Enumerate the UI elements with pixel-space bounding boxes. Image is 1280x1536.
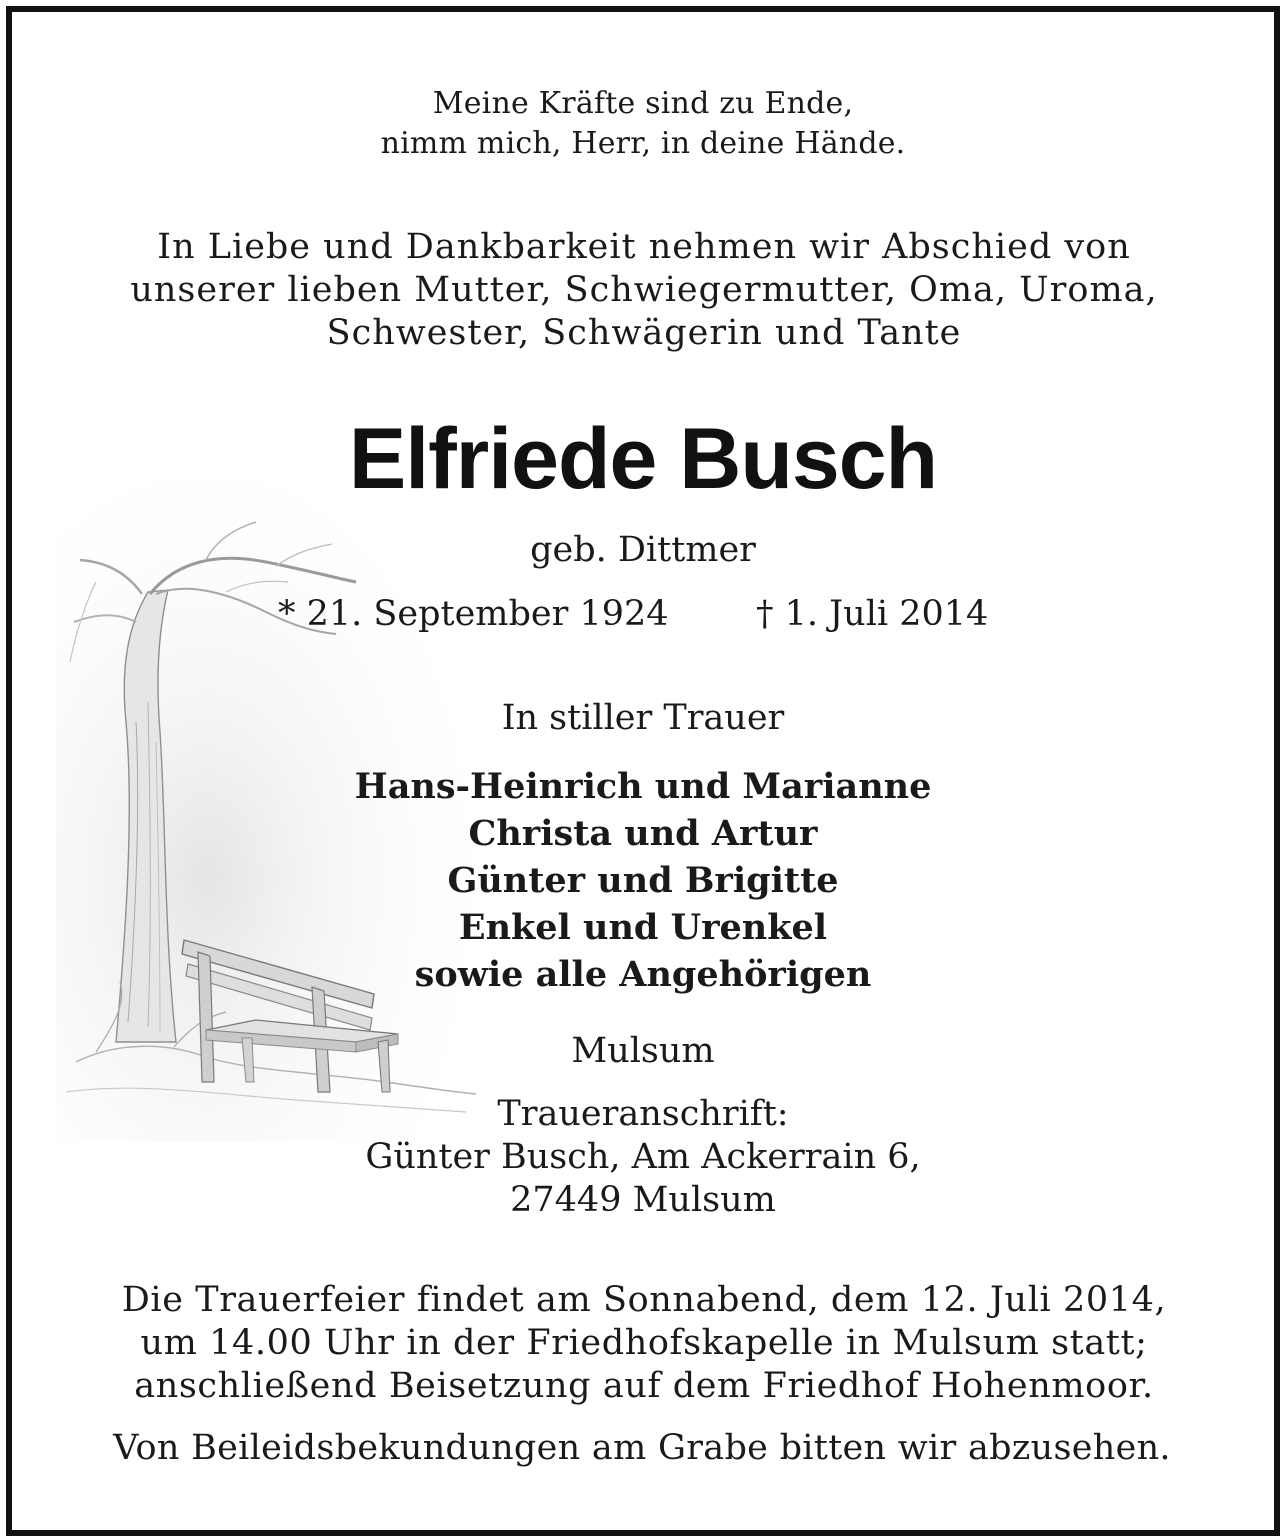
deceased-name: Elfriede Busch	[348, 411, 938, 507]
condolence-note: Von Beileidsbekundungen am Grabe bitten wir abzusehen.	[113, 1428, 1171, 1468]
verse-line: nimm mich, Herr, in deine Hände.	[380, 126, 906, 161]
address-line: Günter Busch, Am Ackerrain 6,	[365, 1137, 921, 1177]
place: Mulsum	[571, 1031, 715, 1071]
birth-date: * 21. September 1924	[278, 594, 669, 634]
ceremony-line: anschließend Beisetzung auf dem Friedhof Hohenmoor.	[134, 1366, 1154, 1406]
verse-line: Meine Kräfte sind zu Ende,	[432, 86, 854, 121]
intro-line: Schwester, Schwägerin und Tante	[326, 313, 962, 353]
mourners-list	[12, 763, 1274, 998]
address-line: 27449 Mulsum	[510, 1180, 776, 1220]
mourner-entry: Günter und Brigitte	[447, 860, 839, 901]
intro-text	[84, 226, 1204, 355]
ceremony-info	[84, 1279, 1204, 1408]
mourning-line: In stiller Trauer	[501, 698, 785, 738]
ceremony-line: Die Trauerfeier findet am Sonnabend, dem 12. Juli 2014,	[121, 1280, 1167, 1320]
mourner-entry: sowie alle Angehörigen	[414, 954, 872, 995]
mourner-entry: Enkel und Urenkel	[458, 907, 828, 948]
ceremony-line: um 14.00 Uhr in der Friedhofskapelle in Mulsum statt;	[140, 1323, 1148, 1363]
address-line: Traueranschrift:	[497, 1094, 789, 1134]
verse	[12, 84, 1274, 164]
intro-line: In Liebe und Dankbarkeit nehmen wir Abschied von	[157, 227, 1131, 267]
mourner-entry: Hans-Heinrich und Marianne	[354, 766, 932, 807]
mourner-entry: Christa und Artur	[468, 813, 818, 854]
mourning-address	[12, 1093, 1274, 1222]
intro-line: unserer lieben Mutter, Schwiegermutter, Oma, Uroma,	[130, 270, 1158, 310]
birth-name: geb. Dittmer	[530, 530, 756, 570]
obituary-notice	[6, 6, 1280, 1536]
death-date: † 1. Juli 2014	[756, 594, 989, 634]
